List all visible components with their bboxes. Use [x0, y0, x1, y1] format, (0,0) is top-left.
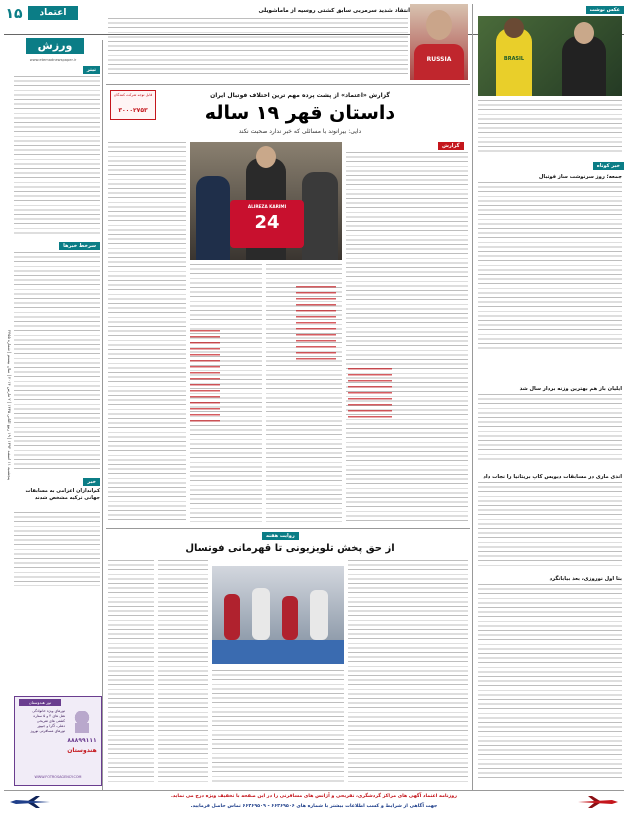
promo-title: قابل توجه شرکت کنندگان: [113, 93, 153, 97]
player-2: [252, 588, 270, 640]
left-text-1: [14, 76, 100, 236]
bottom-ad-banner: [4, 790, 624, 817]
right-headline-1: جمعه؛ روز سرنوشت ساز فوتبال: [538, 174, 622, 180]
bottom-story-kicker: روایت هفته: [262, 532, 299, 540]
right-text-3: [478, 482, 622, 568]
date-line: پنجشنبه ۱۱ اسفند ۱۳۹۲ | ۱۹ ربیع الثانی ۱۴۳۵ | ۲ مارس ۲۰۱۴ | سال بیستم | شماره ۲۴۵۵: [7, 329, 12, 480]
main-story-kicker: گزارش «اعتماد» از پشت پرده مهم ترین اختلاف فوتبال ایران: [210, 92, 390, 99]
page-number: ۱۵: [5, 6, 23, 22]
person-center-head: [256, 146, 276, 168]
taj-mahal-icon: [73, 711, 91, 733]
left-text-2: [14, 252, 100, 472]
bottom-text-left-1: [108, 560, 154, 782]
brasil-shirt-text: BRASIL: [503, 56, 525, 62]
logo: اعتماد: [28, 6, 78, 20]
right-headline-4: بتا اول نوروزی، بعد بیابانگرد: [549, 576, 622, 582]
left-box3-label: خبر: [83, 478, 100, 486]
player-3: [282, 596, 298, 640]
person-2: [562, 36, 606, 96]
person-left: [196, 176, 230, 260]
person-2-head: [574, 22, 594, 44]
right-text-1: [478, 182, 622, 350]
bottom-story-photo: [212, 566, 344, 664]
right-column-divider: [472, 4, 473, 790]
short-news-label: خبر کوتاه: [593, 162, 624, 170]
ad-item-1: تورهای ویژه خانوادگی: [32, 709, 65, 713]
left-story-headline: کم‌اندازان اعزامی به مسابقات جهانی ترکیه مشخص شدند: [25, 488, 100, 501]
promo-code: ۳۰۰۰۲۷۵۳: [118, 107, 148, 114]
section-title: ورزش: [26, 38, 84, 54]
left-column-divider: [102, 40, 103, 790]
right-headline-2: ایلیان باز هم بهترین وزنه بردار سال شد: [519, 386, 622, 392]
airplane-icon-left: [8, 796, 52, 808]
photo-notes-image: [478, 16, 622, 96]
ad-website: WWW.FOTROSAGENCY.COM: [34, 775, 82, 779]
right-headline-3: اندی ماری در مسابقات دیویس کاپ بریتانیا را نجات داد: [483, 474, 622, 480]
bottom-ad-line2: جهت آگاهی از شرایط و کسب اطلاعات بیشتر با شماره های ۶۶۴۶۹۵۰۶ - ۶۶۴۶۹۵۰۹ تماس حاصل فرمایید.: [190, 804, 438, 809]
jersey-name: ALIREZA KARIMI: [247, 204, 287, 209]
main-story-badge: گزارش: [438, 142, 464, 150]
top-story-text: [108, 18, 408, 74]
ad-tag: تور هندوستان: [19, 699, 61, 706]
bottom-ad-line1: روزنامه اعتماد آگهی های مراکز گردشگری، تفریحی و آژانس های مسافرتی را در این صفحه با تخفیف ویژه درج می نماید.: [170, 794, 458, 799]
ad-item-5: تورهای مسافرتی نوروز: [30, 729, 65, 733]
top-story-photo: [410, 4, 468, 80]
main-story-headline: داستان قهر ۱۹ ساله: [204, 102, 396, 124]
left-box2-label: سرخط خبرها: [59, 242, 100, 250]
left-text-3: [14, 512, 100, 586]
pull-quote-3: [348, 368, 392, 418]
left-column: [14, 66, 100, 686]
bottom-story-top-rule: [106, 528, 470, 529]
ad-phone: ۸۸۸۹۹۱۱۱: [67, 737, 97, 744]
main-story-top-rule: [106, 84, 470, 85]
person-right: [302, 172, 338, 260]
bottom-text-right: [348, 560, 468, 782]
bottom-text-left-2: [158, 560, 208, 782]
court-floor: [212, 640, 344, 664]
ad-brand: هندوستان: [67, 747, 97, 754]
right-text-2: [478, 394, 622, 460]
left-box1-label: تیتر: [83, 66, 100, 74]
airplane-icon-right: [576, 796, 620, 808]
bottom-story-headline: از حق پخش تلویزیونی تا قهرمانی فوتسال: [185, 543, 395, 554]
main-text-col-right: [346, 152, 468, 522]
player-1: [224, 594, 240, 640]
promo-box: [110, 90, 156, 120]
ad-item-3: کشتی های تفریحی: [36, 719, 65, 723]
pull-quote-2: [296, 286, 336, 364]
bottom-text-mid: [212, 670, 344, 782]
main-story-photo: [190, 142, 342, 260]
person-1: [496, 28, 532, 96]
india-ad: [14, 696, 102, 786]
top-story-headline: انتقاد شدید سرمربی سابق کشتی روسیه از ماماشویلی: [258, 8, 410, 14]
right-text-4: [478, 584, 622, 780]
ad-items: [19, 709, 65, 734]
ad-item-4: دهلی، آگرا و جیپور: [37, 724, 65, 728]
main-story-subhead: دایی: بیرانوند با مسائلی که خبر ندارد صحبت نکند: [238, 128, 362, 135]
photo-notes-label: عکس نوشت: [586, 6, 624, 14]
photo-notes-caption: [478, 100, 622, 152]
ad-item-2: هتل های ۴ و ۵ ستاره: [33, 714, 65, 718]
jersey-number: 24: [254, 212, 280, 233]
website-url: www.etemadnewspaper.ir: [29, 58, 77, 62]
wrestler-head: [426, 10, 452, 40]
person-1-head: [504, 18, 524, 38]
pull-quote-1: [190, 330, 220, 426]
player-4: [310, 590, 328, 640]
main-text-col-left: [108, 142, 186, 522]
russia-shirt-text: RUSSIA: [426, 56, 452, 63]
